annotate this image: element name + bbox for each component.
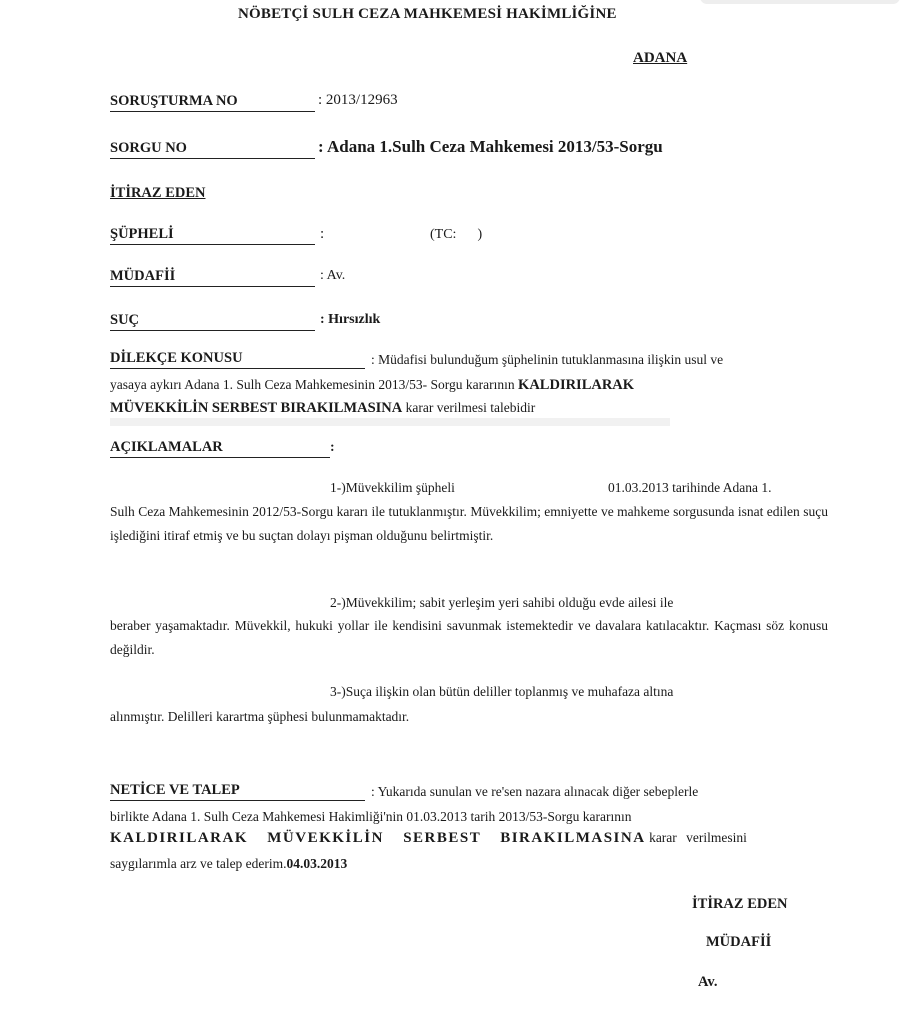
p3-body: alınmıştır. Delilleri karartma şüphesi bulunmamaktadır.	[110, 709, 410, 724]
suc-label: SUÇ	[110, 312, 140, 328]
aciklamalar-underline	[110, 457, 330, 458]
netice-line2: birlikte Adana 1. Sulh Ceza Mahkemesi Hakimliği'nin 01.03.2013 tarih 2013/53-Sorgu kararının	[110, 809, 632, 824]
netice-line4-text: saygılarımla arz ve talep ederim.	[110, 856, 287, 871]
sorgu-value: : Adana 1.Sulh Ceza Mahkemesi 2013/53-Sorgu	[318, 137, 663, 156]
court-title: NÖBETÇİ SULH CEZA MAHKEMESİ HAKİMLİĞİNE	[238, 6, 617, 22]
suc-value: : Hırsızlık	[320, 312, 381, 327]
itiraz-eden-label: İTİRAZ EDEN	[110, 185, 206, 201]
dilekce-text-c: karar verilmesi talebidir	[405, 400, 536, 415]
netice-line3	[110, 830, 747, 847]
dilekce-text-line3	[110, 397, 535, 419]
signature-itiraz-eden: İTİRAZ EDEN	[692, 896, 788, 912]
supheli-label: ŞÜPHELİ	[110, 226, 174, 242]
mudafi-value: : Av.	[320, 268, 346, 283]
bleed-through-mark	[110, 418, 670, 426]
supheli-tc: (TC: )	[430, 227, 483, 242]
p1-date: 01.03.2013 tarihinde Adana 1.	[608, 480, 772, 495]
mudafi-underline	[110, 286, 315, 287]
dilekce-text-line1: : Müdafisi bulunduğum şüphelinin tutuklanmasına ilişkin usul ve	[371, 352, 724, 367]
signature-av: Av.	[698, 974, 718, 990]
mudafi-label: MÜDAFİİ	[110, 268, 176, 284]
netice-line1: : Yukarıda sunulan ve re'sen nazara alınacak diğer sebeplerle	[371, 784, 699, 799]
p1-body: Sulh Ceza Mahkemesinin 2012/53-Sorgu kararı ile tutuklanmıştır. Müvekkilim; emniyette ve mahkeme sorgusunda isnat edilen suçu işlediğini itiraf etmiş ve bu suçtan dolayı pişman olduğunu belirtmiştir.	[110, 504, 828, 543]
dilekce-text-line2	[110, 374, 634, 396]
p2-first-line: 2-)Müvekkilim; sabit yerleşim yeri sahibi olduğu evde ailesi ile	[330, 595, 674, 610]
netice-date: 04.03.2013	[286, 856, 348, 871]
dilekce-bold-1: KALDIRILARAK	[518, 377, 635, 393]
supheli-colon: :	[320, 226, 325, 242]
sorusturma-value: : 2013/12963	[318, 92, 398, 108]
scan-artifact	[700, 0, 900, 4]
dilekce-label: DİLEKÇE KONUSU	[110, 350, 243, 366]
sorgu-label: SORGU NO	[110, 140, 187, 156]
p2-body: beraber yaşamaktadır. Müvekkil, hukuki yollar ile kendisini savunmak istemektedir ve davalara katılacaktır. Kaçması söz konusu değildir.	[110, 618, 828, 657]
netice-underline	[110, 800, 365, 801]
p3-first-line: 3-)Suça ilişkin olan bütün deliller toplanmış ve muhafaza altına	[330, 684, 674, 699]
sorusturma-label: SORUŞTURMA NO	[110, 93, 238, 109]
dilekce-bold-2: MÜVEKKİLİN SERBEST BIRAKILMASINA	[110, 400, 403, 416]
aciklamalar-label: AÇIKLAMALAR	[110, 439, 223, 455]
netice-bold: KALDIRILARAK MÜVEKKİLİN SERBEST BIRAKILMASINA	[110, 830, 646, 846]
p1-first-line: 1-)Müvekkilim şüpheli	[330, 480, 455, 495]
sorgu-underline	[110, 158, 315, 159]
aciklamalar-colon: :	[330, 440, 335, 455]
netice-line4	[110, 853, 347, 875]
sorusturma-underline	[110, 111, 315, 112]
signature-mudafi: MÜDAFİİ	[706, 934, 772, 950]
city-name: ADANA	[633, 50, 688, 66]
netice-line3-rest: karar verilmesini	[649, 830, 747, 845]
netice-label: NETİCE VE TALEP	[110, 782, 240, 798]
dilekce-text-b: yasaya aykırı Adana 1. Sulh Ceza Mahkemesinin 2013/53- Sorgu kararının	[110, 377, 515, 392]
dilekce-underline	[110, 368, 365, 369]
supheli-underline	[110, 244, 315, 245]
suc-underline	[110, 330, 315, 331]
